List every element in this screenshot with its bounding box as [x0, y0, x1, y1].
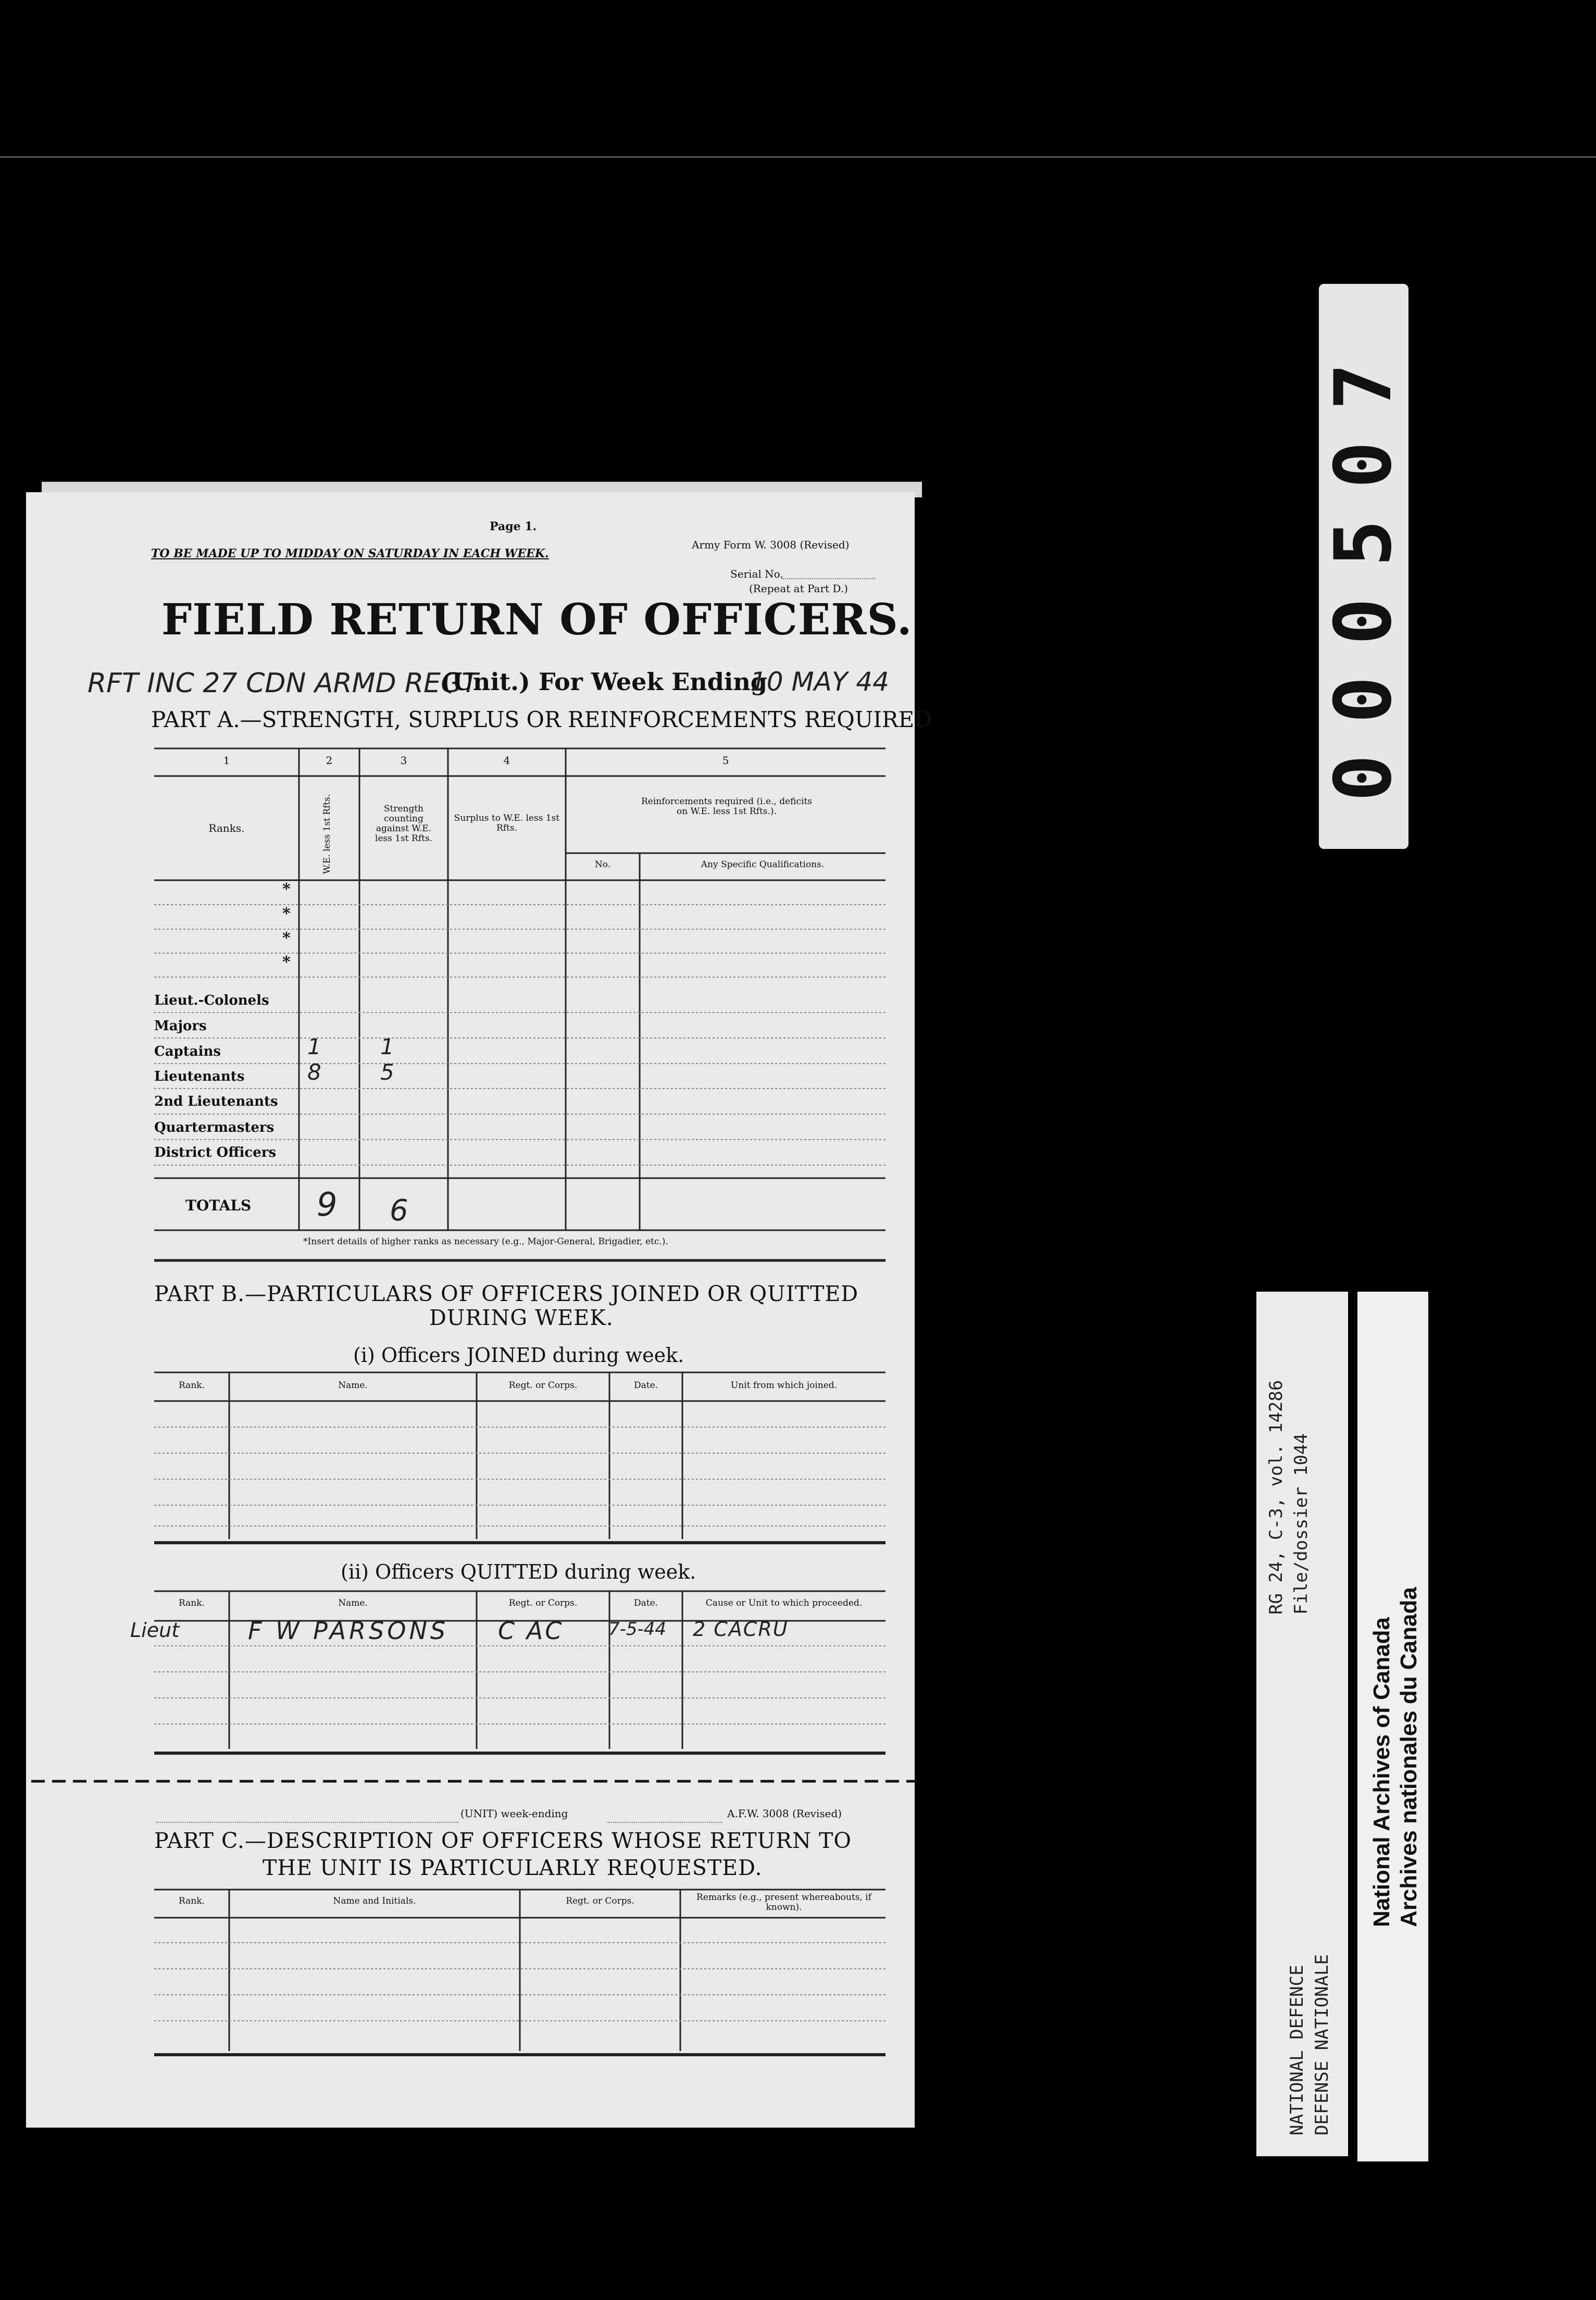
reference-line1: RG 24, C-3, vol. 14286	[1266, 1380, 1287, 1615]
quitted-name-value: F W PARSONS	[248, 1617, 449, 1645]
rank-label: District Officers	[154, 1145, 277, 1160]
quitted-col-name: Name.	[338, 1598, 368, 1608]
unit-handwritten: RFT INC 27 CDN ARMD REGT	[88, 668, 479, 699]
part-c-unit-label: (UNIT) week-ending	[460, 1807, 568, 1820]
col-number-4: 4	[503, 754, 510, 767]
captains-strength-value: 1	[380, 1034, 394, 1059]
col-qual-header: Any Specific Qualifications.	[701, 859, 825, 870]
department-line2: DEFENSE NATIONALE	[1312, 1954, 1332, 2135]
form-title: FIELD RETURN OF OFFICERS.	[161, 595, 913, 645]
quitted-col-corps: Regt. or Corps.	[508, 1598, 578, 1608]
joined-col-rank: Rank.	[179, 1380, 205, 1391]
joined-col-date: Date.	[633, 1380, 658, 1391]
rank-label: Lieutenants	[154, 1069, 245, 1084]
col-number-1: 1	[223, 754, 230, 767]
part-c-heading: PART C.—DESCRIPTION OF OFFICERS WHOSE RETURN TO	[154, 1828, 852, 1853]
quitted-corps-value: C AC	[498, 1617, 564, 1645]
col-we-header: W.E. less 1st Rfts.	[322, 794, 332, 874]
quitted-cause-value: 2 CACRU	[693, 1618, 789, 1641]
quitted-rank-value: Lieut	[130, 1619, 180, 1642]
col-number-5: 5	[722, 754, 729, 767]
part-b-heading: PART B.—PARTICULARS OF OFFICERS JOINED OR QUITTED	[154, 1281, 859, 1306]
rank-label: Quartermasters	[154, 1120, 275, 1135]
part-c-heading-cont: THE UNIT IS PARTICULARLY REQUESTED.	[263, 1855, 763, 1880]
instruction: TO BE MADE UP TO MIDDAY ON SATURDAY IN EACH WEEK.	[151, 547, 549, 560]
lieutenants-we-value: 8	[307, 1059, 321, 1085]
totals-we-value: 9	[317, 1185, 338, 1223]
rank-label: 2nd Lieutenants	[154, 1094, 278, 1109]
rank-label: Captains	[154, 1044, 221, 1059]
part-a-heading: PART A.—STRENGTH, SURPLUS OR REINFORCEMENTS REQUIRED	[151, 707, 932, 732]
army-form: Army Form W. 3008 (Revised)	[692, 539, 850, 551]
col-no-header: No.	[594, 859, 611, 870]
part-c-col-rank: Rank.	[179, 1896, 205, 1906]
serial-label: Serial No.	[730, 568, 783, 580]
repeat-note: (Repeat at Part D.)	[749, 582, 848, 595]
captains-we-value: 1	[307, 1034, 321, 1059]
col-number-3: 3	[400, 754, 407, 767]
totals-strength-value: 6	[390, 1194, 408, 1228]
col-ranks-header: Ranks.	[208, 822, 245, 834]
department-line1: NATIONAL DEFENCE	[1287, 1965, 1307, 2135]
page-number: Page 1.	[490, 520, 537, 533]
part-b-heading-cont: DURING WEEK.	[429, 1305, 614, 1330]
asterisk: *	[282, 905, 291, 923]
joined-col-corps: Regt. or Corps.	[508, 1380, 578, 1391]
lieutenants-strength-value: 5	[380, 1059, 394, 1085]
col-reinf-header: Reinforcements required (i.e., deficits on W.E. less 1st Rfts.).	[641, 796, 813, 817]
quitted-title: (ii) Officers QUITTED during week.	[341, 1560, 696, 1583]
col-number-2: 2	[326, 754, 333, 767]
rank-label: Majors	[154, 1018, 207, 1034]
archive-name-en: National Archives of Canada	[1369, 1617, 1394, 1927]
quitted-col-rank: Rank.	[179, 1598, 205, 1608]
quitted-col-date: Date.	[633, 1598, 658, 1608]
part-c-col-remarks: Remarks (e.g., present whereabouts, if known).	[696, 1892, 871, 1913]
frame-number: 000507	[1318, 331, 1410, 802]
rank-label: Lieut.-Colonels	[154, 993, 269, 1008]
part-c-col-corps: Regt. or Corps.	[566, 1896, 634, 1906]
totals-label: TOTALS	[185, 1197, 252, 1214]
part-a-footnote: *Insert details of higher ranks as necessary (e.g., Major-General, Brigadier, etc.).	[303, 1236, 668, 1247]
week-ending-handwritten: 10 MAY 44	[750, 667, 889, 697]
archive-name-fr: Archives nationales du Canada	[1396, 1587, 1422, 1927]
asterisk: *	[282, 953, 291, 971]
asterisk: *	[282, 929, 291, 947]
col-strength-header: Strength counting against W.E. less 1st Rfts.	[375, 804, 433, 844]
quitted-date-value: 7-5-44	[608, 1619, 667, 1640]
part-c-col-name: Name and Initials.	[333, 1896, 416, 1906]
joined-col-name: Name.	[338, 1380, 368, 1391]
quitted-col-cause: Cause or Unit to which proceeded.	[705, 1598, 863, 1608]
part-c-form-ref: A.F.W. 3008 (Revised)	[727, 1807, 842, 1820]
reference-line2: File/dossier 1044	[1291, 1433, 1312, 1615]
asterisk: *	[282, 880, 291, 898]
unit-label: (Unit.) For Week Ending	[441, 668, 767, 696]
col-surplus-header: Surplus to W.E. less 1st Rfts.	[454, 813, 560, 833]
joined-title: (i) Officers JOINED during week.	[353, 1344, 684, 1367]
joined-col-unit: Unit from which joined.	[730, 1380, 838, 1391]
